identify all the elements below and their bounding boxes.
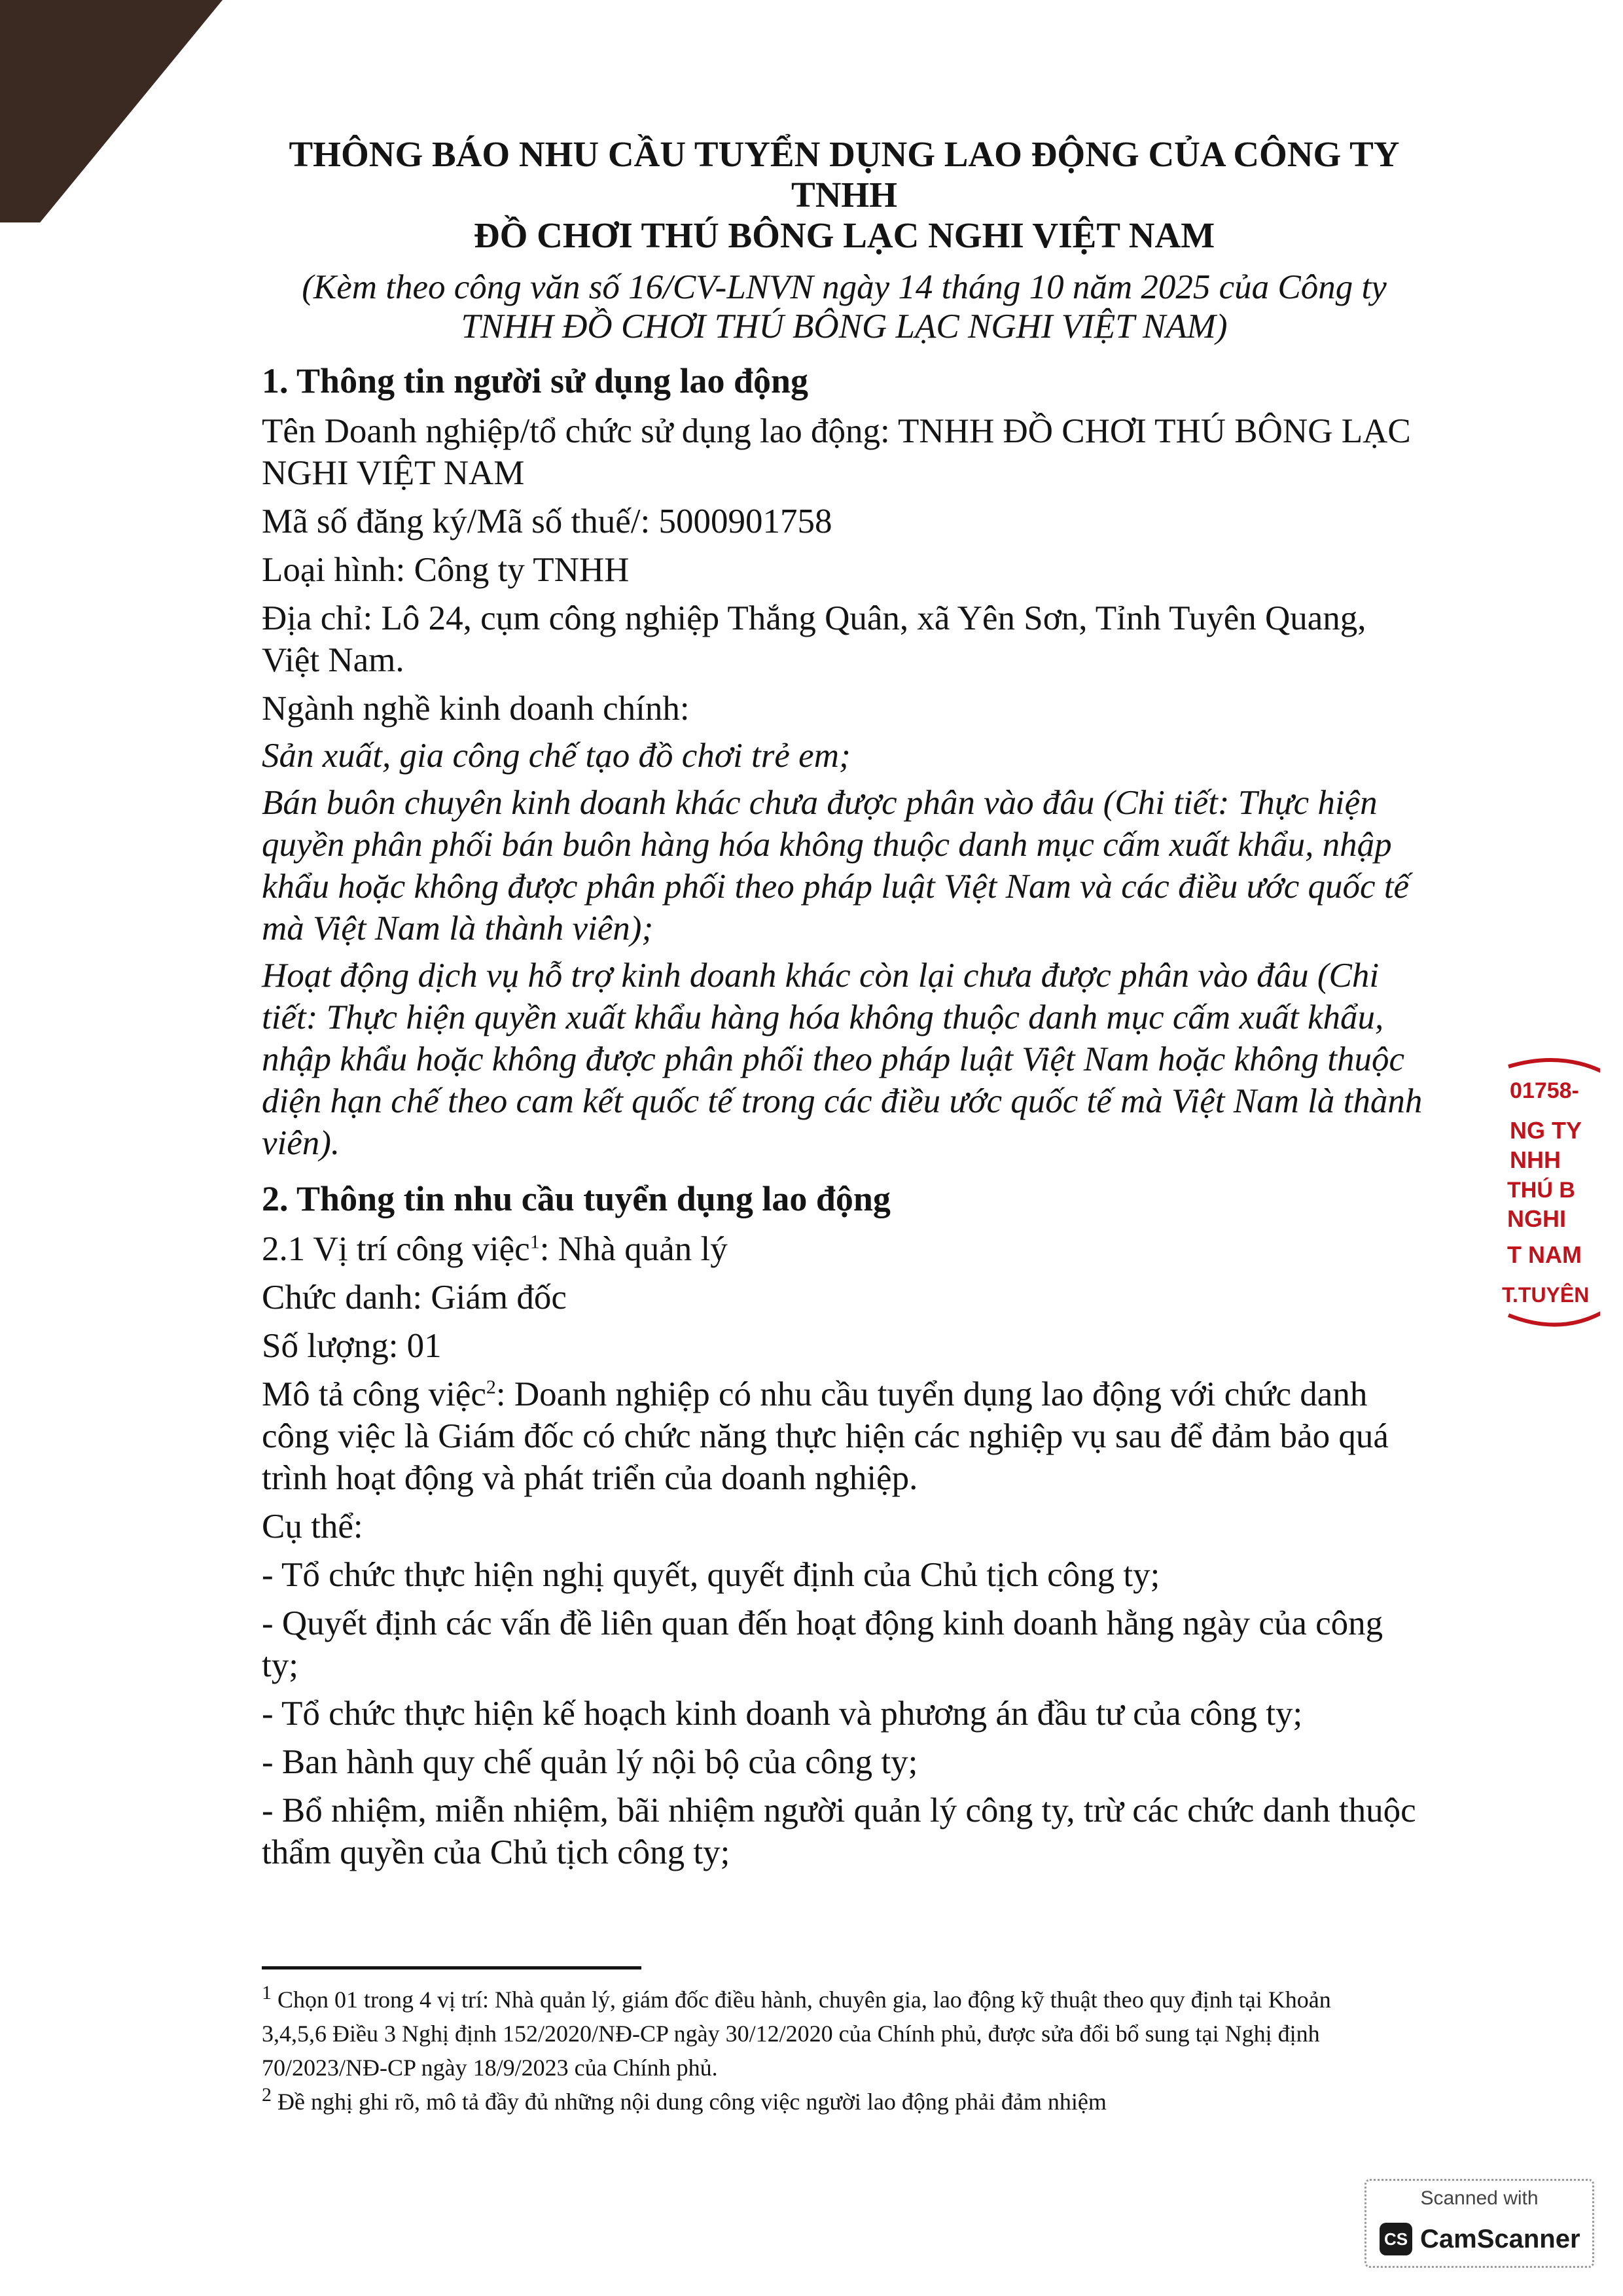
svg-text:NHH: NHH [1510, 1146, 1561, 1173]
camscanner-logo-icon: CS [1380, 2223, 1412, 2255]
section-2-heading: 2. Thông tin nhu cầu tuyển dụng lao động [262, 1179, 891, 1218]
duty-item: - Tổ chức thực hiện kế hoạch kinh doanh và phương án đầu tư của công ty; [262, 1695, 1303, 1733]
svg-text:NG TY: NG TY [1510, 1117, 1582, 1144]
svg-text:T NAM: T NAM [1507, 1241, 1582, 1268]
business-line-1: Sản xuất, gia công chế tạo đồ chơi trẻ em; [262, 737, 851, 775]
footnote-ref-1: 1 [529, 1231, 540, 1253]
document-subtitle [262, 268, 1427, 346]
footnote-2-text: Đề nghị ghi rõ, mô tả đầy đủ những nội dung công việc người lao động phải đảm nhiệm [272, 2089, 1107, 2115]
footnote-1-mark: 1 [262, 1982, 272, 2004]
company-name: Tên Doanh nghiệp/tổ chức sử dụng lao động: TNHH ĐỒ CHƠI THÚ BÔNG LẠC NGHI VIỆT NAM [262, 412, 1411, 492]
job-quantity: Số lượng: 01 [262, 1327, 442, 1365]
business-line-3: Hoạt động dịch vụ hỗ trợ kinh doanh khác còn lại chưa được phân vào đâu (Chi tiết: Thực hiện quyền xuất khẩu hàng hóa không thuộc danh mục cấm xuất khẩu, nhập khẩu hoặc không được phân phối theo pháp luật Việt Nam hoặc không thuộc diện hạn chế theo cam kết quốc tế trong các điều ước quốc tế mà Việt Nam là thành viên). [262, 957, 1423, 1162]
subtitle-line-1: (Kèm theo công văn số 16/CV-LNVN ngày 14 tháng 10 năm 2025 của Công ty [302, 268, 1387, 306]
company-seal-stamp [1495, 1047, 1600, 1335]
job-position-value: : Nhà quản lý [539, 1230, 728, 1268]
duty-item: - Bổ nhiệm, miễn nhiệm, bãi nhiệm người quản lý công ty, trừ các chức danh thuộc thẩm quyền của Chủ tịch công ty; [262, 1792, 1416, 1871]
footnote-ref-2: 2 [486, 1376, 496, 1398]
business-line-2: Bán buôn chuyên kinh doanh khác chưa được phân vào đâu (Chi tiết: Thực hiện quyền phân phối bán buôn hàng hóa không thuộc danh mục cấm xuất khẩu, nhập khẩu hoặc không được phân phối theo pháp luật Việt Nam và các điều ước quốc tế mà Việt Nam là thành viên); [262, 784, 1410, 947]
svg-text:01758-: 01758- [1510, 1078, 1579, 1103]
svg-text:NGHI: NGHI [1507, 1205, 1566, 1232]
company-type: Loại hình: Công ty TNHH [262, 551, 630, 589]
footnote-2 [262, 2085, 1361, 2119]
subtitle-line-2: TNHH ĐỒ CHƠI THÚ BÔNG LẠC NGHI VIỆT NAM) [461, 308, 1228, 345]
job-description-label: Mô tả công việc [262, 1375, 486, 1413]
document-body [262, 134, 1427, 1873]
footnotes [262, 1983, 1361, 2119]
business-label: Ngành nghề kinh doanh chính: [262, 690, 690, 728]
duty-item: - Tổ chức thực hiện nghị quyết, quyết định của Chủ tịch công ty; [262, 1556, 1160, 1594]
details-label: Cụ thể: [262, 1508, 363, 1545]
svg-text:THÚ B: THÚ B [1507, 1178, 1575, 1203]
tax-code: Mã số đăng ký/Mã số thuế/: 5000901758 [262, 503, 832, 540]
section-1-heading: 1. Thông tin người sử dụng lao động [262, 361, 809, 400]
scan-corner-shadow [0, 0, 223, 222]
footnote-1 [262, 1983, 1361, 2085]
title-line-1: THÔNG BÁO NHU CẦU TUYỂN DỤNG LAO ĐỘNG CỦA CÔNG TY TNHH [289, 134, 1400, 215]
camscanner-badge [1364, 2179, 1594, 2268]
job-position-label: 2.1 Vị trí công việc [262, 1230, 530, 1268]
footnote-1-text: Chọn 01 trong 4 vị trí: Nhà quản lý, giám đốc điều hành, chuyên gia, lao động kỹ thuật theo quy định tại Khoản 3,4,5,6 Điều 3 Nghị định 152/2020/NĐ-CP ngày 30/12/2020 của Chính phủ, được sửa đổi bổ sung tại Nghị định 70/2023/NĐ-CP ngày 18/9/2023 của Chính phủ. [262, 1987, 1331, 2081]
company-seal-graphic [1495, 1047, 1600, 1335]
footnote-divider [262, 1966, 641, 1969]
company-address: Địa chỉ: Lô 24, cụm công nghiệp Thắng Quân, xã Yên Sơn, Tỉnh Tuyên Quang, Việt Nam. [262, 599, 1366, 679]
duty-item: - Quyết định các vấn đề liên quan đến hoạt động kinh doanh hằng ngày của công ty; [262, 1604, 1383, 1684]
document-title [262, 134, 1427, 256]
footnote-2-mark: 2 [262, 2084, 272, 2106]
scanned-with-label: Scanned with [1420, 2187, 1539, 2209]
svg-text:T.TUYÊN: T.TUYÊN [1502, 1283, 1590, 1307]
job-position [262, 1228, 1427, 1270]
job-title: Chức danh: Giám đốc [262, 1279, 567, 1316]
title-line-2: ĐỒ CHƠI THÚ BÔNG LẠC NGHI VIỆT NAM [473, 215, 1215, 255]
duty-item: - Ban hành quy chế quản lý nội bộ của công ty; [262, 1743, 918, 1781]
job-description-value: : Doanh nghiệp có nhu cầu tuyển dụng lao động với chức danh công việc là Giám đốc có chức năng thực hiện các nghiệp vụ sau để đảm bảo quá trình hoạt động và phát triển của doanh nghiệp. [262, 1375, 1389, 1497]
job-description [262, 1373, 1427, 1499]
camscanner-name: CamScanner [1420, 2225, 1580, 2253]
